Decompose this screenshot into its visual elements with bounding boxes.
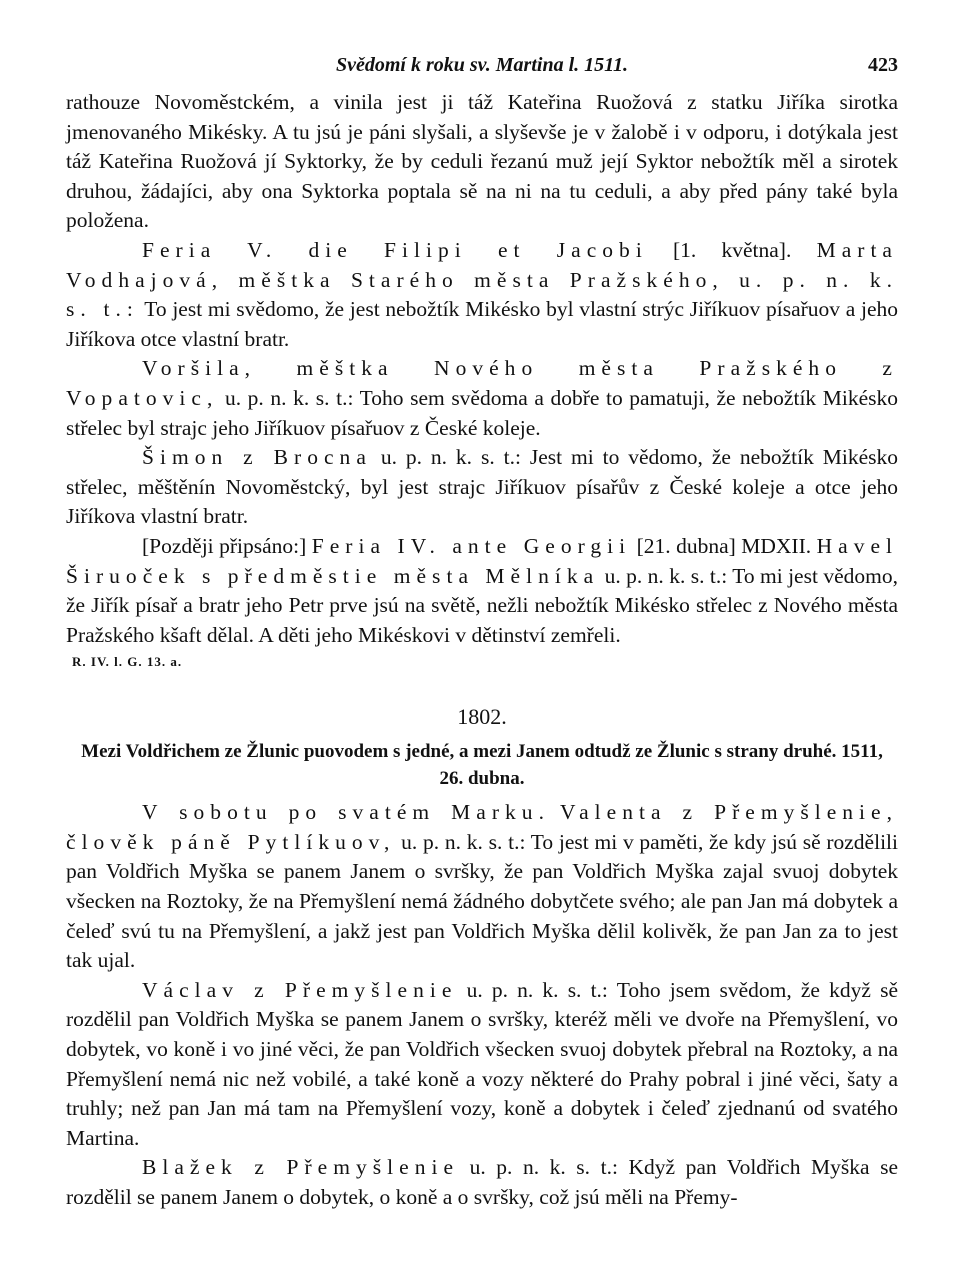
witness-name: Valenta z Přemyšlenie, člověk páně Pytlíkuov, (66, 800, 899, 854)
running-title: Svědomí k roku sv. Martina l. 1511. (335, 54, 629, 76)
witness-name: Šimon z Brocna (142, 445, 372, 470)
paragraph-2 (66, 236, 898, 354)
witness-name: Marta Vodhajová, měštka Starého města Pražského, u. p. n. k. s. t.: (66, 237, 898, 322)
testimony-text: Když pan Voldřich Myška se rozdělil se panem Janem o dobytek, o koně a o svršky, což jsú měli na Přemy- (66, 1155, 899, 1209)
paragraph-8 (66, 1153, 898, 1212)
testimony-text: To mi jest vědomo, že Jiřík písař a bratr jeho Petr prve jsú na světě, nežli nebožtík Mikésko střelec z Nového města Pražského kšaft dělal. A děti jeho Mikéskovi v dětinství zemřeli. (66, 563, 898, 647)
witness-name: Havel Širuoček s předměstie města Mělníka (66, 533, 899, 588)
testimony-text: To jest mi svědomo, že jest nebožtík Mikésko byl vlastní strýc Jiříkuov písařuov a jeho Jiříkova otce vlastní bratr. (66, 297, 898, 351)
testimony-text: Toho sem svědoma a dobře to pamatuji, že nebožtík Mikésko střelec byl strajc jeho Jiříkuov písařuov z České koleje. (66, 385, 898, 440)
oath-formula: u. p. n. k. s. t.: (604, 563, 728, 588)
entry-date: V sobotu po svatém Marku. (142, 800, 550, 825)
page-number: 423 (868, 54, 898, 76)
oath-formula: u. p. n. k. s. t.: (466, 977, 608, 1002)
witness-name: Blažek z Přemyšlenie (142, 1155, 460, 1180)
source-reference: R. IV. l. G. 13. a. (72, 654, 183, 670)
entry-date: Feria IV. ante Georgii (311, 533, 632, 558)
page-header (66, 48, 898, 88)
entry-date-note: [1. května]. (673, 237, 792, 262)
later-note: [Později připsáno:] (142, 533, 307, 558)
witness-name: Voršila, měštka Nového města Pražského z Vopatovic, (66, 356, 898, 410)
entry-date: Feria V. die Filipi et Jacobi (142, 237, 648, 262)
entry-date-note: [21. dubna] MDXII. (636, 533, 812, 558)
paragraph-6 (66, 798, 898, 976)
document-page (66, 48, 898, 1213)
paragraph-1-text: rathouze Novoměstckém, a vinila jest ji táž Kateřina Ruožová z statku Jiříka sirotka jmenovaného Mikésky. A tu jsú je páni slyšali, a slyševše je v žalobě i v odporu, i dotýkala jest táž Kateřina Ruožová jí Syktorky, že by ceduli řezanú muž její Syktor nebožtík měl a sirotek druhou, žádajíci, aby ona Syktorka poptala sě na ni na tu ceduli, a aby před pány také byla položena. (66, 90, 898, 233)
paragraph-7 (66, 976, 898, 1154)
document-number: 1802. (457, 704, 507, 730)
testimony-text: Toho jsem svědom, že když sě rozdělil pan Voldřich Myška se panem Janem o svršky, kteréž měli ve dvoře na Přemyšlení, vo dobytek, vo koně i vo jiné věci, že pan Voldřich všecken svuoj dobytek přebral na Roztoky, a na Přemyšlení nemá nic než vobilé, a také koně a vozy některé do Prahy pobral i jiné věci, šaty a truhly; než pan Jan má tam na Přemyšlení vozy, koně a dobytek i čeleď zjednanú od svatého Martina. (66, 977, 898, 1150)
paragraph-5 (66, 532, 898, 650)
paragraph-3 (66, 354, 898, 443)
oath-formula: u. p. n. k. s. t.: (380, 445, 521, 470)
oath-formula: u. p. n. k. s. t.: (469, 1155, 618, 1180)
testimony-text: Jest mi to vědomo, že nebožtík Mikésko střelec, měštěnín Novoměstcký, byl jest strajc Jiříkuov písařův z České koleje a otce jeho Jiříkova vlastní bratr. (66, 445, 899, 529)
testimony-text: To jest mi v paměti, že kdy jsú sě rozdělili pan Voldřich Myška se panem Janem o svršky, že pan Voldřich Myška zajal svuoj dobytek všecken na Roztoky, že na Přemyšlení nemá žádného dobytčete svého; ale pan Jan má dobytek a čeleď svú tu na Přemyšlení, a jakž jest pan Voldřich Myška dělil kolivěk, že pan Jan za to jest tak ujal. (66, 829, 898, 973)
oath-formula: u. p. n. k. s. t.: (224, 385, 354, 410)
oath-formula: u. p. n. k. s. t.: (401, 829, 526, 854)
document-summary: Mezi Voldřichem ze Žlunic puovodem s jedné, a mezi Janem odtudž ze Žlunic s strany druhé. 1511, 26. dubna. (81, 741, 883, 790)
paragraph-4 (66, 443, 898, 532)
paragraph-1 (66, 88, 898, 236)
witness-name: Václav z Přemyšlenie (142, 977, 458, 1002)
